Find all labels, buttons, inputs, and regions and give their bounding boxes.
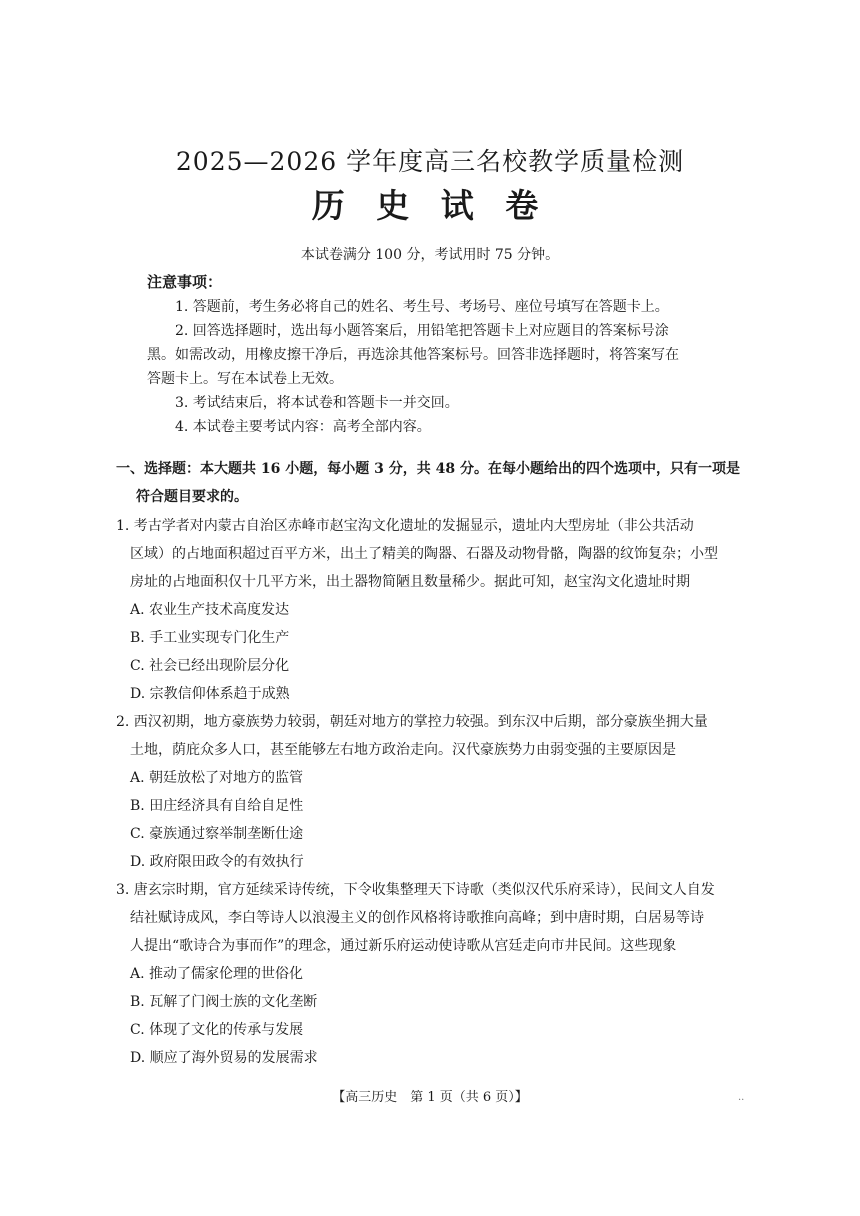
question-2 (116, 708, 756, 876)
notice-item-4: 4. 本试卷主要考试内容：高考全部内容。 (175, 419, 431, 435)
question-stem-line: 土地，荫庇众多人口，甚至能够左右地方政治走向。汉代豪族势力由弱变强的主要原因是 (130, 742, 676, 758)
notice-item-2: 2. 回答选择题时，选出每小题答案后，用铅笔把答题卡上对应题目的答案标号涂 (175, 323, 669, 339)
question-stem-line: 2. 西汉初期，地方豪族势力较弱，朝廷对地方的掌控力较强。到东汉中后期，部分豪族坐拥大量 (116, 714, 708, 730)
option-b: B. 田庄经济具有自给自足性 (130, 798, 304, 814)
notice-heading: 注意事项： (147, 273, 223, 291)
notice-item-2-cont2: 答题卡上。写在本试卷上无效。 (147, 371, 343, 387)
subject-title: 历 史 试 卷 (311, 186, 549, 225)
option-c: C. 豪族通过察举制垄断仕途 (130, 826, 304, 842)
notice-item-2-cont: 黑。如需改动，用橡皮擦干净后，再选涂其他答案标号。回答非选择题时，将答案写在 (147, 347, 679, 363)
option-a: A. 推动了儒家伦理的世俗化 (130, 966, 304, 982)
option-b: B. 手工业实现专门化生产 (130, 630, 290, 646)
question-stem-line: 结社赋诗成风，李白等诗人以浪漫主义的创作风格将诗歌推向高峰；到中唐时期，白居易等诗 (130, 910, 704, 926)
option-d: D. 宗教信仰体系趋于成熟 (130, 686, 290, 702)
section-line-1: 一、选择题：本大题共 16 小题，每小题 3 分，共 48 分。在每小题给出的四个选项中，只有一项是 (116, 461, 740, 477)
exam-title: 2025—2026 学年度高三名校教学质量检测 (175, 147, 685, 176)
option-d: D. 顺应了海外贸易的发展需求 (130, 1050, 318, 1066)
question-stem-line: 区域）的占地面积超过百平方米，出土了精美的陶器、石器及动物骨骼，陶器的纹饰复杂；小型 (130, 546, 718, 562)
page-footer: 【高三历史 第 1 页（共 6 页）】 (332, 1090, 528, 1105)
option-a: A. 朝廷放松了对地方的监管 (130, 770, 304, 786)
intro-text: 本试卷满分 100 分，考试用时 75 分钟。 (300, 247, 560, 263)
option-a: A. 农业生产技术高度发达 (130, 602, 290, 618)
question-list (116, 512, 756, 1072)
option-c: C. 体现了文化的传承与发展 (130, 1022, 304, 1038)
option-b: B. 瓦解了门阀士族的文化垄断 (130, 994, 318, 1010)
section-line-2: 符合题目要求的。 (136, 489, 248, 505)
option-d: D. 政府限田政令的有效执行 (130, 854, 304, 870)
notice-list (147, 295, 727, 439)
question-3 (116, 876, 756, 1072)
question-stem-line: 人提出“歌诗合为事而作”的理念，通过新乐府运动使诗歌从宫廷走向市井民间。这些现象 (130, 938, 677, 954)
question-stem-line: 3. 唐玄宗时期，官方延续采诗传统，下令收集整理天下诗歌（类似汉代乐府采诗），民间文人自发 (116, 882, 715, 898)
section-heading (116, 455, 756, 511)
question-stem-line: 房址的占地面积仅十几平方米，出土器物简陋且数量稀少。据此可知，赵宝沟文化遗址时期 (130, 574, 690, 590)
notice-item-3: 3. 考试结束后，将本试卷和答题卡一并交回。 (175, 395, 459, 411)
corner-mark: .. (738, 1092, 745, 1103)
question-1 (116, 512, 756, 708)
notice-item-1: 1. 答题前，考生务必将自己的姓名、考生号、考场号、座位号填写在答题卡上。 (175, 299, 669, 315)
option-c: C. 社会已经出现阶层分化 (130, 658, 290, 674)
question-stem-line: 1. 考古学者对内蒙古自治区赤峰市赵宝沟文化遗址的发掘显示，遗址内大型房址（非公共活动 (116, 518, 694, 534)
